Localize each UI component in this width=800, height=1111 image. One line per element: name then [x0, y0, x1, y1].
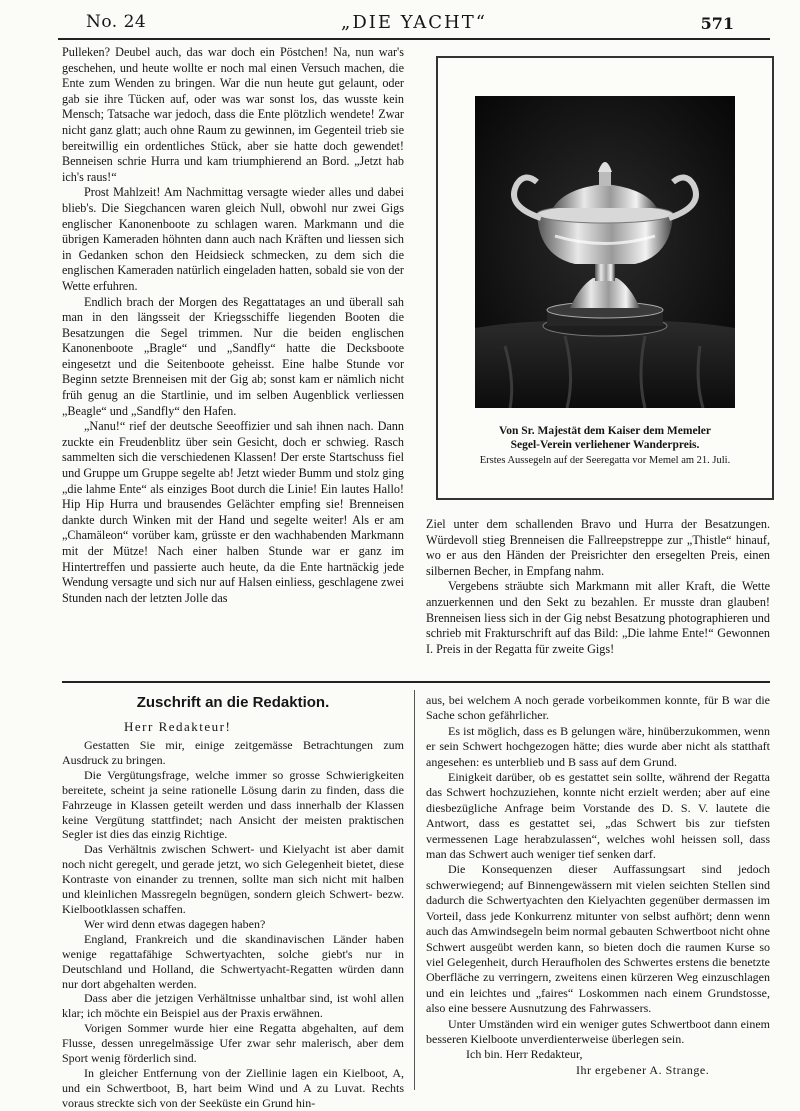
letter-paragraph: Die Konsequenzen dieser Auffassungsart sind jedoch schwerwiegend; auf Binnengewässern mit vielen seichten Stellen sind dadurch die Schwertyachten den Kielyachten gegenüber dermassen im Vorteil, dass jede Konkurrenz mitunter von selbst aufhört; denn wenn auch das Amwindsegeln beim normal gebauten Schwertboot nicht ohne Schwert ausgeübt werden kann, so bieten doch die raumen Kurse so viel Gelegenheit, durch Heraufholen des Schwertes erstens die benetzte Oberfläche zu verringern, zweitens einen kürzeren Weg einzuschlagen und ein leichtes und „faires“ Loskommen nach einem Grundstosse, also eine bessere Ausnutzung des Fahrwassers.: [426, 862, 770, 1016]
letter-paragraph: aus, bei welchem A noch gerade vorbeikommen konnte, für B war die Sache schon gefährlicher.: [426, 693, 770, 723]
letter-closing: Ich bin. Herr Redakteur,: [466, 1047, 583, 1062]
letter-paragraph: Die Vergütungsfrage, welche immer so grosse Schwierigkeiten bereitete, scheint ja seine rationelle Lösung darin zu finden, dass die Fahrzeuge in Klassen geteilt werden und dass innerhalb der Klassen keine Vergütung stattfindet; nach Ansicht der meisten praktischen Segler ist dies das einzig Richtige.: [62, 767, 404, 842]
letter-column-right: [426, 693, 770, 1078]
page-number: 571: [700, 14, 734, 33]
letter-column-left: [62, 738, 404, 1111]
trophy-figure: [436, 56, 774, 500]
letter-paragraph: England, Frankreich und die skandinavischen Länder haben wenige regattafähige Schwertyachten, solche giebt's nur in Deutschland und Holland, die Schwertyacht-Regatten würden dann nur dort abgehalten werden.: [62, 931, 404, 991]
caption-subline: Erstes Aussegeln auf der Seeregatta vor Memel am 21. Juli.: [479, 455, 731, 466]
letter-title: Zuschrift an die Redaktion.: [136, 694, 330, 711]
caption-line-1: Von Sr. Majestät dem Kaiser dem Memeler: [499, 425, 711, 437]
figure-caption: [446, 424, 764, 468]
letter-signature: Ihr ergebener A. Strange.: [576, 1062, 710, 1077]
letter-paragraph: Gestatten Sie mir, einige zeitgemässe Betrachtungen zum Ausdruck zu bringen.: [62, 738, 404, 767]
story-paragraph: Ziel unter dem schallenden Bravo und Hurra der Besatzungen. Würdevoll stieg Brenneisen die Fallreepstreppe zur „Thistle“ hinauf, wo er aus den Händen der Preisrichter den ersegelten Preis, einen silbernen Becher, in Empfang nahm.: [426, 517, 770, 578]
story-paragraph: Prost Mahlzeit! Am Nachmittag versagte wieder alles und dabei blieb's. Die Siegchancen waren gleich Null, obwohl nur zwei Gigs englischer Kanonenboote zu schlagen waren. Markmann und die übrigen Kameraden höhnten dann auch nach Kräften und liessen sich in Gedanken schon den Heidsieck schmecken, zu dem sich die englischen Kameraden natürlich eingeladen hatten, sobald sie von der Wette erfuhren.: [62, 185, 404, 293]
letter-paragraph: Vorigen Sommer wurde hier eine Regatta abgehalten, auf dem Flusse, dessen unregelmässige Ufer zwar sehr malerisch, aber dem Sport wenig förderlich sind.: [62, 1021, 404, 1066]
section-divider: [62, 681, 770, 683]
story-column-left: [62, 45, 404, 606]
journal-title: „DIE YACHT“: [341, 12, 487, 33]
story-paragraph: Endlich brach der Morgen des Regattatages an und überall sah man in den längsseit der Kriegsschiffe liegenden Booten die Besatzungen die Segel trimmen. Nur die beiden englischen Kanonenboote „Bragle“ und „Sandfly“ hatte die Decksboote eingesetzt und die Seitenboote geheisst. Eine halbe Stunde vor Beginn setzte Brenneisen mit der Gig ab; sonst kam er nämlich nicht früh genug an die Startlinie, und im selben Augenblick verliessen „Beagle“ und „Sandfly“ den Hafen.: [62, 294, 404, 418]
story-paragraph: „Nanu!“ rief der deutsche Seeoffizier und sah ihnen nach. Dann zuckte ein Freudenblitz über sein Gesicht, doch er schwieg. Rasch sammelten sich die verschiedenen Klassen! Der erste Startschuss fiel und Gruppe um Gruppe segelte ab! Jetzt wieder Bumm und stolz ging „die lahme Ente“ als einziges Boot durch die Linie! Ein lautes Hallo! Hip Hip Hurra und brausendes Gelächter empfing sie! Brenneisen dankte durch Winken mit der Hand und segelte weiter! Als er am „Chamäleon“ vorüber kam, grüsste er den wachhabenden Markmann mit der Mütze! Nach einer halben Stunde war er ganz im Hintertreffen und passierte auch heute, da die Ente hartnäckig jede Wendung versagte und sich nur auf Halsen einliess, geschlagene zwei Stunden nach der letzten Jolle das: [62, 419, 404, 605]
letter-paragraph: Wer wird denn etwas dagegen haben?: [84, 916, 266, 931]
story-paragraph: Vergebens sträubte sich Markmann mit aller Kraft, die Wette anzuerkennen und den Sekt zu bezahlen. Er musste dran glauben! Brenneisen liess sich in der Gig nebst Besatzung photographieren und schrieb mit Frakturschrift auf das Bild: „Die lahme Ente!“ Gewonnen I. Preis in der Regatta für zweite Gigs!: [426, 579, 770, 656]
letter-paragraph: Das Verhältnis zwischen Schwert- und Kielyacht ist aber damit noch nicht geregelt, und gerade jetzt, wo sich Gelegenheit bietet, diese Kontraste von einander zu trennen, sollte man sich nicht mit halben und kleinlichen Massregeln begnügen, sondern gleich Schwert- bezw. Kielbootklassen schaffen.: [62, 842, 404, 916]
story-column-right: [426, 517, 770, 657]
letter-paragraph: In gleicher Entfernung von der Ziellinie lagen ein Kielboot, A, und ein Schwertboot, B, hart beim Wind und A zu Luvat. Rechts voraus streckte sich von der Seeküste ein Grund hin-: [62, 1065, 404, 1110]
caption-line-2: Segel-Verein verliehener Wanderpreis.: [510, 439, 700, 451]
page-header: [58, 10, 770, 36]
trophy-cup-photo: [475, 96, 735, 408]
letter-paragraph: Dass aber die jetzigen Verhältnisse unhaltbar sind, ist wohl allen klar; ich möchte ein Beispiel aus der Praxis erwähnen.: [62, 991, 404, 1021]
letter-paragraph: Es ist möglich, dass es B gelungen wäre, hinüberzukommen, wenn er sein Schwert hochgezogen hätte; dies wurde aber nicht als statthaft angesehen: es unterblieb und B sass auf dem Grund.: [426, 723, 770, 769]
letter-paragraph: Unter Umständen wird ein weniger gutes Schwertboot dann einem besseren Kielboote unverdienterweise überlegen sein.: [426, 1016, 770, 1046]
header-rule: [58, 38, 770, 40]
story-paragraph: Pulleken? Deubel auch, das war doch ein Pöstchen! Na, nun war's geschehen, und heute wollte er noch mal einen Versuch machen, die Ente zum Wenden zu bringen. War die nun heute gut gelaunt, oder gab sie ihre Tücken auf, oder was war sonst los, das wusste kein Mensch; Tatsache war jedoch, dass die Ente plötzlich wendete! Zwar nicht ganz glatt; auch ohne Raum zu gewinnen, im Gegenteil trieb sie bereitwillig ein ordentliches Stück, aber sie hatte doch gewendet! Benneisen schrie Hurra und kam triumphierend an Bord. „Jetzt hab ich's raus!“: [62, 45, 404, 184]
issue-number: No. 24: [86, 12, 147, 32]
letter-salutation: Herr Redakteur!: [124, 719, 232, 734]
trophy-cup-icon: [475, 96, 735, 408]
column-separator: [414, 690, 415, 1090]
letter-paragraph: Einigkeit darüber, ob es gestattet sein sollte, während der Regatta das Schwert hochzuziehen, konnte nicht erzielt werden; aber auf eine diesbezügliche Anfrage beim Vorstande des D. S. V. lautete die Antwort, dass es gestattet sei, „das Schwert bis zur tiefsten vermessenen Lage herabzulassen“, welches wohl heissen soll, dass man das Schwert auch weniger tief senken darf.: [426, 770, 770, 862]
